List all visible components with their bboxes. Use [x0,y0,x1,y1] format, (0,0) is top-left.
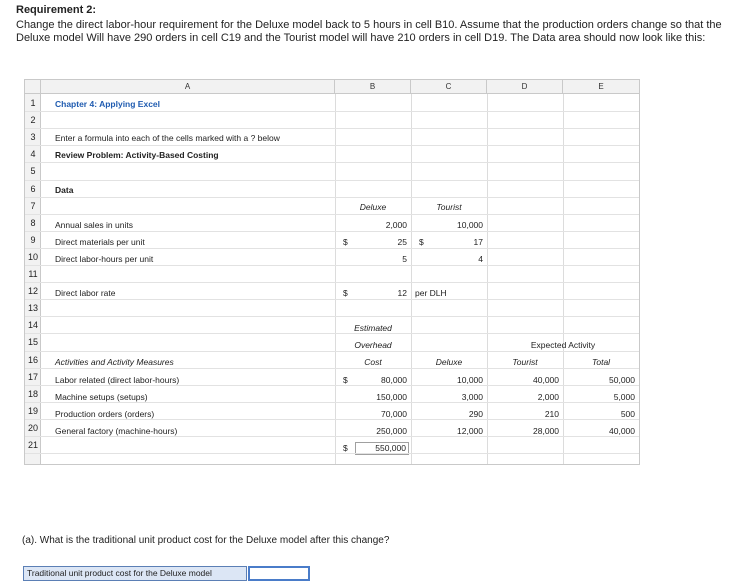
row-gridline [25,351,639,352]
row-number: 14 [27,320,38,330]
requirement-text: Change the direct labor-hour requirement for the Deluxe model back to 5 hours in cell B10. Assume that the production orders change so that the Deluxe model Will have 290 orders in cell C19 and the Tourist model will have 210 orders in cell D19. The Data area should now look like this: [16,19,722,44]
activity-deluxe-header: Deluxe [435,357,463,367]
cost-header: Cost [364,357,382,367]
direct-labor-rate-value: 12 [397,288,407,298]
activity-total: 40,000 [609,426,635,436]
row-gridline [25,453,639,454]
direct-materials-tourist: 17 [473,237,483,247]
annual-sales-label: Annual sales in units [55,220,133,230]
row-number: 13 [27,303,38,313]
row-gridline [25,231,639,232]
currency-symbol: $ [343,288,348,298]
row-number: 5 [30,166,36,176]
row-number: 10 [27,252,38,262]
activities-heading: Activities and Activity Measures [55,357,174,367]
row-gridline [25,419,639,420]
row-gridline [25,368,639,369]
row-number: 2 [30,115,36,125]
direct-labor-rate-label: Direct labor rate [55,288,116,298]
activity-name: General factory (machine-hours) [55,426,178,436]
total-overhead-cost: 550,000 [355,442,409,455]
estimated-header: Estimated [354,323,392,333]
row-number: 21 [27,440,38,450]
instruction-text: Enter a formula into each of the cells marked with a ? below [55,133,280,143]
activity-deluxe[interactable]: 290 [468,409,483,419]
row-number: 20 [27,423,38,433]
row-number: 19 [27,406,38,416]
row-gridline [25,402,639,403]
row-gridline [25,145,639,146]
row-gridline [25,197,639,198]
direct-materials-label: Direct materials per unit [55,237,145,247]
annual-sales-deluxe: 2,000 [385,220,407,230]
sheet-title: Chapter 4: Applying Excel [55,99,161,109]
row-gridline [25,436,639,437]
row-number: 7 [30,201,36,211]
activity-tourist: 28,000 [533,426,559,436]
activity-tourist: 40,000 [533,375,559,385]
requirement-title: Requirement 2: [16,4,97,16]
column-header-row [25,80,639,94]
row-gridline [25,128,639,129]
column-header-e: E [598,82,604,91]
row-number: 17 [27,372,38,382]
activity-name: Labor related (direct labor-hours) [55,375,180,385]
activity-cost: 150,000 [376,392,407,402]
currency-symbol: $ [343,443,348,453]
row-number: 11 [28,269,38,279]
activity-cost: 80,000 [381,375,407,385]
row-number: 15 [27,337,38,347]
activity-deluxe: 10,000 [457,375,483,385]
activity-deluxe: 12,000 [457,426,483,436]
column-header-d: D [487,80,563,93]
row-number: 12 [27,286,38,296]
activity-cost: 250,000 [376,426,407,436]
overhead-header: Overhead [354,340,392,350]
activity-tourist-header: Tourist [512,357,538,367]
row-number: 6 [30,184,36,194]
row-number: 8 [30,218,36,228]
row-gridline [25,265,639,266]
row-gridline [25,316,639,317]
direct-labor-hours-label: Direct labor-hours per unit [55,254,154,264]
row-gridline [25,282,639,283]
activity-name: Machine setups (setups) [55,392,148,402]
row-number: 16 [27,355,38,365]
activity-tourist: 2,000 [537,392,559,402]
row-gridline [25,111,639,112]
row-gridline [25,180,639,181]
activity-total: 50,000 [609,375,635,385]
activity-total: 500 [620,409,635,419]
direct-labor-hours-deluxe[interactable]: 5 [402,254,407,264]
column-header-b: B [335,80,411,93]
row-number: 3 [30,132,36,142]
row-gridline [25,214,639,215]
column-header-a: A [41,80,335,93]
activity-total-header: Total [591,357,611,367]
corner-cell [25,80,41,93]
activity-tourist[interactable]: 210 [544,409,559,419]
answer-label: Traditional unit product cost for the Deluxe model [23,566,247,581]
row-number: 1 [30,98,36,108]
row-number: 9 [30,235,36,245]
activity-total: 5,000 [613,392,635,402]
row-number: 4 [30,149,36,159]
direct-materials-deluxe: 25 [397,237,407,247]
currency-symbol: $ [343,237,348,247]
row-number: 18 [27,389,38,399]
row-gridline [25,299,639,300]
problem-heading: Review Problem: Activity-Based Costing [55,150,219,160]
data-heading: Data [55,185,74,195]
question-text: (a). What is the traditional unit product cost for the Deluxe model after this change? [22,535,390,546]
currency-symbol: $ [343,375,348,385]
spreadsheet [24,79,640,465]
activity-deluxe: 3,000 [461,392,483,402]
expected-activity-header: Expected Activity [530,340,596,350]
activity-name: Production orders (orders) [55,409,155,419]
direct-labor-rate-unit: per DLH [415,288,447,298]
direct-labor-hours-tourist: 4 [478,254,483,264]
row-gridline [25,248,639,249]
row-gridline [25,162,639,163]
activity-cost: 70,000 [381,409,407,419]
answer-input[interactable] [248,566,310,581]
row-gridline [25,385,639,386]
row-gridline [25,333,639,334]
deluxe-header: Deluxe [359,202,387,212]
annual-sales-tourist: 10,000 [457,220,483,230]
currency-symbol: $ [419,237,424,247]
tourist-header: Tourist [436,202,462,212]
column-header-c: C [411,80,487,93]
